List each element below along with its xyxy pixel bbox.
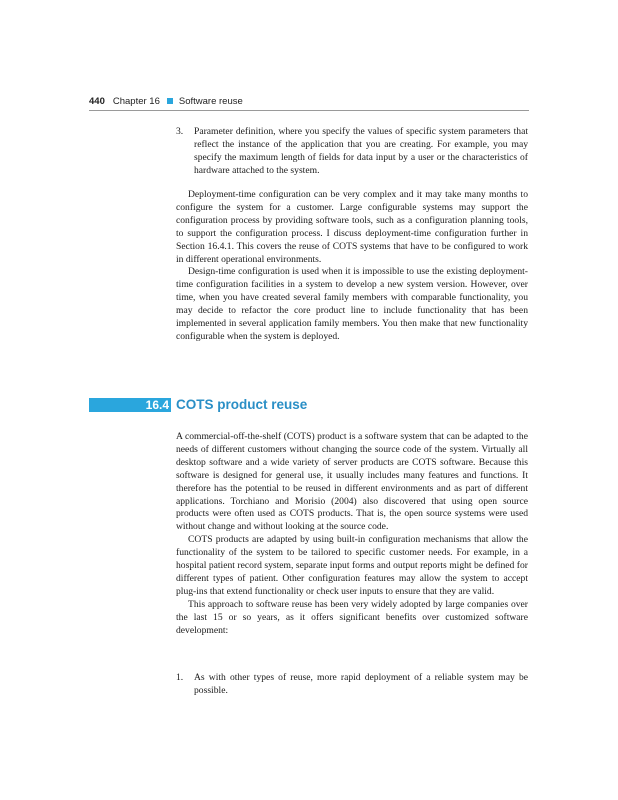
header-rule (89, 110, 529, 111)
section-number: 16.4 (145, 398, 169, 412)
square-bullet-icon (167, 98, 173, 104)
list-text: Parameter definition, where you specify the values of specific system parameters that reflect the instance of the application that you are creating. For example, you may specify the maximum length of fields for data input by a user or the characteristics of hardware attached to the system. (194, 126, 528, 176)
section-title: COTS product reuse (176, 397, 308, 412)
body-text-lower (176, 431, 528, 638)
paragraph-design-time: Design-time configuration is used when it is impossible to use the existing deployment-time configuration facilities in a system to develop a new system version. However, over time, when you have created several family members with comparable functionality, you may decide to refactor the core product line to include functionality that has been implemented in several application family members. You then make that new functionality configurable when the system is deployed. (176, 266, 528, 342)
running-head (89, 96, 243, 107)
list-item-3 (176, 126, 528, 178)
page-number: 440 (89, 96, 105, 107)
list-item-1 (176, 672, 528, 698)
paragraph-cots-adaptation: COTS products are adapted by using built-in configuration mechanisms that allow the functionality of the system to be tailored to specific customer needs. For example, in a hospital patient record system, separate input forms and output reports might be defined for different types of patient. Other configuration features may allow the system to accept plug-ins that extend functionality or check user inputs to ensure that they are valid. (176, 534, 528, 597)
paragraph-deployment-time: Deployment-time configuration can be very complex and it may take many months to configure the system for a customer. Large configurable systems may support the configuration process by providing software tools, such as a configuration planning tools, to support the configuration process. I discuss deployment-time configuration further in Section 16.4.1. This covers the reuse of COTS systems that have to be configured to work in different operational environments. (176, 189, 528, 265)
paragraph-reuse-approach: This approach to software reuse has been very widely adopted by large companies over the last 15 or so years, as it offers significant benefits over customized software development: (176, 598, 528, 636)
list-number: 1. (176, 672, 184, 683)
body-text-upper (176, 189, 528, 344)
list-number: 3. (176, 126, 184, 137)
chapter-label: Chapter 16 (112, 96, 160, 107)
paragraph-cots-definition: A commercial-off-the-shelf (COTS) product is a software system that can be adapted to the needs of different customers without changing the source code of the system. Virtually all desktop software and a wide variety of server products are COTS software. Because this software is designed for general use, it usually includes many features and functions. It therefore has the potential to be reused in different environments and as part of different applications. Torchiano and Morisio (2004) also discovered that using open source products were often used as COTS products. That is, the open source systems were used without change and without looking at the source code. (176, 431, 528, 533)
list-text: As with other types of reuse, more rapid deployment of a reliable system may be possible. (194, 672, 528, 696)
chapter-title: Software reuse (178, 96, 243, 107)
